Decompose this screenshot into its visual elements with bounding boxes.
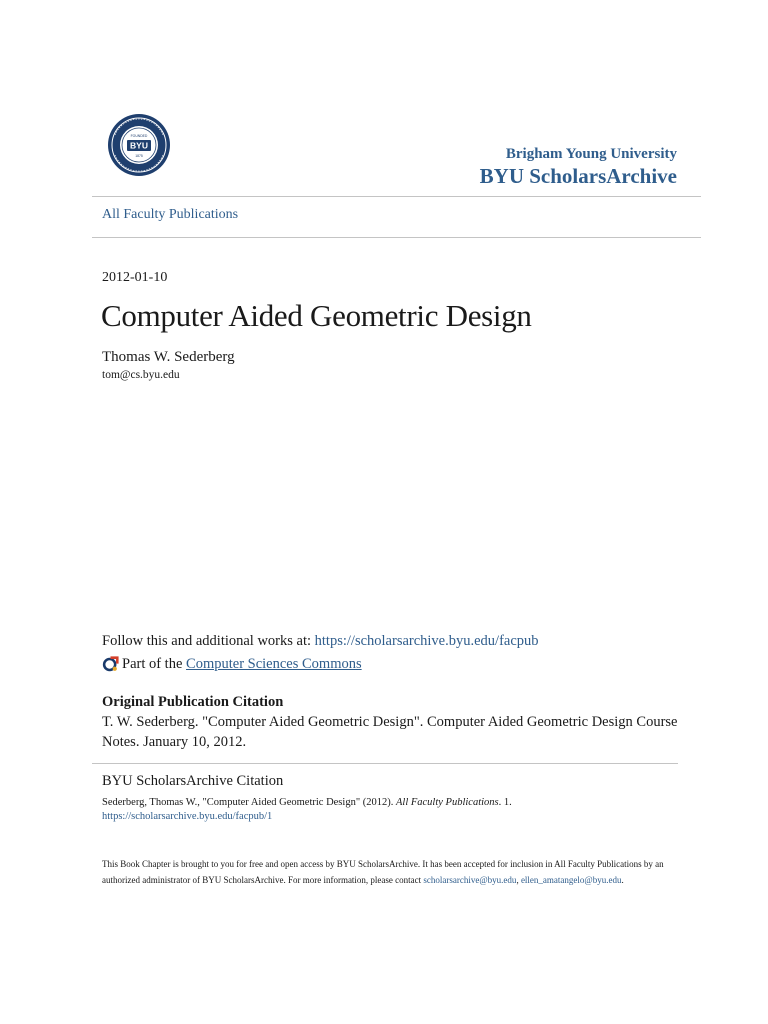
- footer-text: This Book Chapter is brought to you for free and open access by BYU ScholarsArchive. It has been accepted for inclusion in All Faculty Publications by an authorized administrator of BYU ScholarsArchive. For more information, please contact: [102, 859, 664, 885]
- author-name: Thomas W. Sederberg: [102, 349, 235, 365]
- footer-separator: ,: [516, 875, 521, 885]
- seal-byu-text: BYU: [130, 140, 148, 151]
- university-name: Brigham Young University: [505, 146, 677, 162]
- divider-citation: [92, 763, 678, 764]
- citation-number: . 1.: [498, 797, 512, 808]
- follow-prefix: Follow this and additional works at:: [102, 633, 315, 649]
- follow-url-link[interactable]: https://scholarsarchive.byu.edu/facpub: [314, 633, 539, 649]
- citation-prefix: Sederberg, Thomas W., "Computer Aided Geometric Design" (2012).: [102, 797, 396, 808]
- byu-seal-icon: [107, 113, 171, 177]
- seal-top-text: FOUNDED: [130, 134, 148, 138]
- citation-series: All Faculty Publications: [395, 797, 499, 808]
- part-of-line: [102, 656, 362, 673]
- collection-link[interactable]: All Faculty Publications: [102, 207, 239, 222]
- part-of-prefix: Part of the: [122, 656, 183, 672]
- divider-collection: [92, 237, 701, 238]
- archive-name[interactable]: BYU ScholarsArchive: [479, 164, 677, 188]
- divider-top: [92, 196, 701, 197]
- archive-citation-heading: BYU ScholarsArchive Citation: [102, 773, 284, 789]
- citation-url-link[interactable]: https://scholarsarchive.byu.edu/facpub/1: [102, 811, 273, 822]
- original-citation-heading: Original Publication Citation: [102, 694, 284, 710]
- follow-line: [102, 633, 539, 650]
- document-title: Computer Aided Geometric Design: [101, 298, 532, 333]
- original-citation-text: T. W. Sederberg. "Computer Aided Geometric Design". Computer Aided Geometric Design Course Notes. January 10, 2012.: [102, 714, 678, 750]
- contact-email-link-2[interactable]: ellen_amatangelo@byu.edu: [520, 875, 622, 885]
- commons-network-icon: [102, 656, 119, 673]
- publication-date: 2012-01-10: [102, 270, 168, 285]
- commons-link[interactable]: Computer Sciences Commons: [186, 656, 362, 672]
- footer-end: .: [621, 875, 624, 885]
- archive-citation-text: [102, 796, 682, 824]
- contact-email-link-1[interactable]: scholarsarchive@byu.edu: [423, 875, 517, 885]
- footer-notice: [102, 856, 674, 888]
- seal-bottom-text: 1875: [135, 154, 143, 158]
- brand-header: [480, 145, 677, 189]
- author-email: tom@cs.byu.edu: [102, 369, 180, 381]
